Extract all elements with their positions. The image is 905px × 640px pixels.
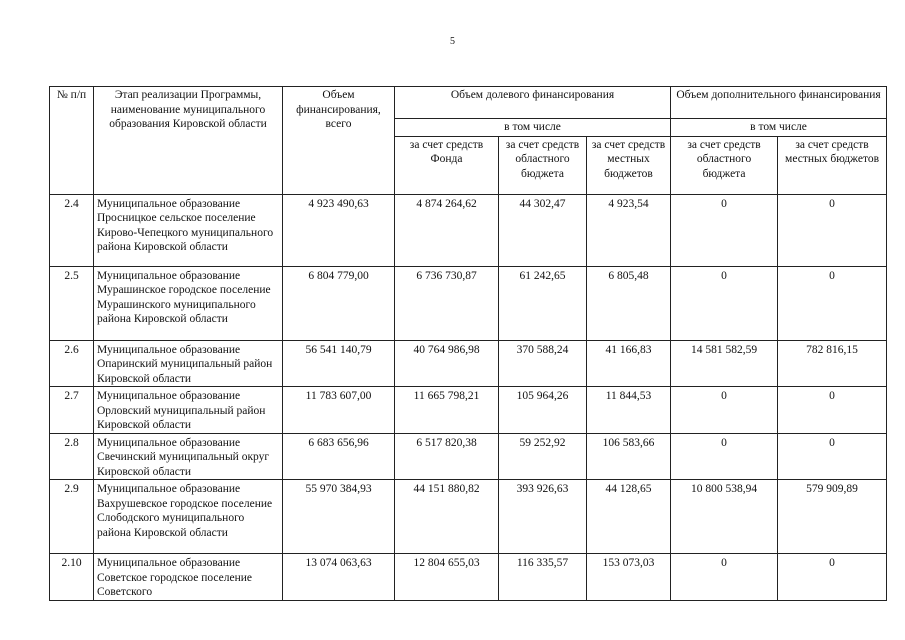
table-row bbox=[50, 554, 887, 601]
header-share: Объем долевого финансирования bbox=[395, 87, 671, 119]
row-name: Муниципальное образование Опаринский муниципальный район Кировской области bbox=[94, 340, 283, 387]
header-add-regional: за счет средств областного бюджета bbox=[671, 136, 778, 194]
row-name: Муниципальное образование Орловский муниципальный район Кировской области bbox=[94, 387, 283, 434]
row-regional: 393 926,63 bbox=[499, 480, 587, 554]
row-local: 4 923,54 bbox=[587, 194, 671, 266]
row-fund: 6 736 730,87 bbox=[395, 266, 499, 340]
row-name: Муниципальное образование Свечинский муниципальный округ Кировской области bbox=[94, 433, 283, 480]
row-name: Муниципальное образование Вахрушевское городское поселение Слободского муниципального района Кировской области bbox=[94, 480, 283, 554]
row-local: 106 583,66 bbox=[587, 433, 671, 480]
row-num: 2.4 bbox=[50, 194, 94, 266]
financing-table bbox=[49, 86, 887, 601]
page-number: 5 bbox=[450, 36, 455, 47]
header-share-including: в том числе bbox=[395, 119, 671, 137]
table-row bbox=[50, 194, 887, 266]
row-fund: 4 874 264,62 bbox=[395, 194, 499, 266]
table-row bbox=[50, 340, 887, 387]
row-fund: 40 764 986,98 bbox=[395, 340, 499, 387]
row-add-regional: 0 bbox=[671, 387, 778, 434]
row-num: 2.7 bbox=[50, 387, 94, 434]
row-regional: 116 335,57 bbox=[499, 554, 587, 601]
row-total: 4 923 490,63 bbox=[283, 194, 395, 266]
header-fund: за счет средств Фонда bbox=[395, 136, 499, 194]
header-additional-including: в том числе bbox=[671, 119, 887, 137]
row-fund: 44 151 880,82 bbox=[395, 480, 499, 554]
row-add-regional: 0 bbox=[671, 554, 778, 601]
row-regional: 105 964,26 bbox=[499, 387, 587, 434]
row-add-local: 0 bbox=[778, 266, 887, 340]
row-fund: 6 517 820,38 bbox=[395, 433, 499, 480]
row-local: 153 073,03 bbox=[587, 554, 671, 601]
row-regional: 59 252,92 bbox=[499, 433, 587, 480]
row-total: 11 783 607,00 bbox=[283, 387, 395, 434]
row-num: 2.5 bbox=[50, 266, 94, 340]
header-total: Объем финансирования, всего bbox=[283, 87, 395, 195]
row-num: 2.6 bbox=[50, 340, 94, 387]
row-local: 11 844,53 bbox=[587, 387, 671, 434]
header-local-budgets: за счет средств местных бюджетов bbox=[587, 136, 671, 194]
row-local: 6 805,48 bbox=[587, 266, 671, 340]
row-add-local: 0 bbox=[778, 433, 887, 480]
table-row bbox=[50, 480, 887, 554]
row-add-local: 0 bbox=[778, 194, 887, 266]
row-total: 6 804 779,00 bbox=[283, 266, 395, 340]
row-add-local: 0 bbox=[778, 387, 887, 434]
header-regional-budget: за счет средств областного бюджета bbox=[499, 136, 587, 194]
row-add-regional: 0 bbox=[671, 194, 778, 266]
row-add-regional: 14 581 582,59 bbox=[671, 340, 778, 387]
header-add-local: за счет средств местных бюджетов bbox=[778, 136, 887, 194]
row-add-local: 782 816,15 bbox=[778, 340, 887, 387]
header-num: № п/п bbox=[50, 87, 94, 195]
row-regional: 44 302,47 bbox=[499, 194, 587, 266]
table-row bbox=[50, 387, 887, 434]
header-stage: Этап реализации Программы, наименование муниципального образования Кировской области bbox=[94, 87, 283, 195]
row-regional: 370 588,24 bbox=[499, 340, 587, 387]
row-add-regional: 10 800 538,94 bbox=[671, 480, 778, 554]
row-total: 55 970 384,93 bbox=[283, 480, 395, 554]
row-local: 44 128,65 bbox=[587, 480, 671, 554]
row-name: Муниципальное образование Просницкое сельское поселение Кирово-Чепецкого муниципального района Кировской области bbox=[94, 194, 283, 266]
row-add-local: 579 909,89 bbox=[778, 480, 887, 554]
row-total: 56 541 140,79 bbox=[283, 340, 395, 387]
table-row bbox=[50, 266, 887, 340]
row-fund: 12 804 655,03 bbox=[395, 554, 499, 601]
row-num: 2.8 bbox=[50, 433, 94, 480]
row-total: 13 074 063,63 bbox=[283, 554, 395, 601]
row-name: Муниципальное образование Мурашинское городское поселение Мурашинского муниципального района Кировской области bbox=[94, 266, 283, 340]
row-name: Муниципальное образование Советское городское поселение Советского bbox=[94, 554, 283, 601]
row-regional: 61 242,65 bbox=[499, 266, 587, 340]
header-additional: Объем дополнительного финансирования bbox=[671, 87, 887, 119]
row-local: 41 166,83 bbox=[587, 340, 671, 387]
row-add-regional: 0 bbox=[671, 266, 778, 340]
row-add-local: 0 bbox=[778, 554, 887, 601]
row-add-regional: 0 bbox=[671, 433, 778, 480]
row-total: 6 683 656,96 bbox=[283, 433, 395, 480]
row-fund: 11 665 798,21 bbox=[395, 387, 499, 434]
row-num: 2.9 bbox=[50, 480, 94, 554]
table-row bbox=[50, 433, 887, 480]
row-num: 2.10 bbox=[50, 554, 94, 601]
